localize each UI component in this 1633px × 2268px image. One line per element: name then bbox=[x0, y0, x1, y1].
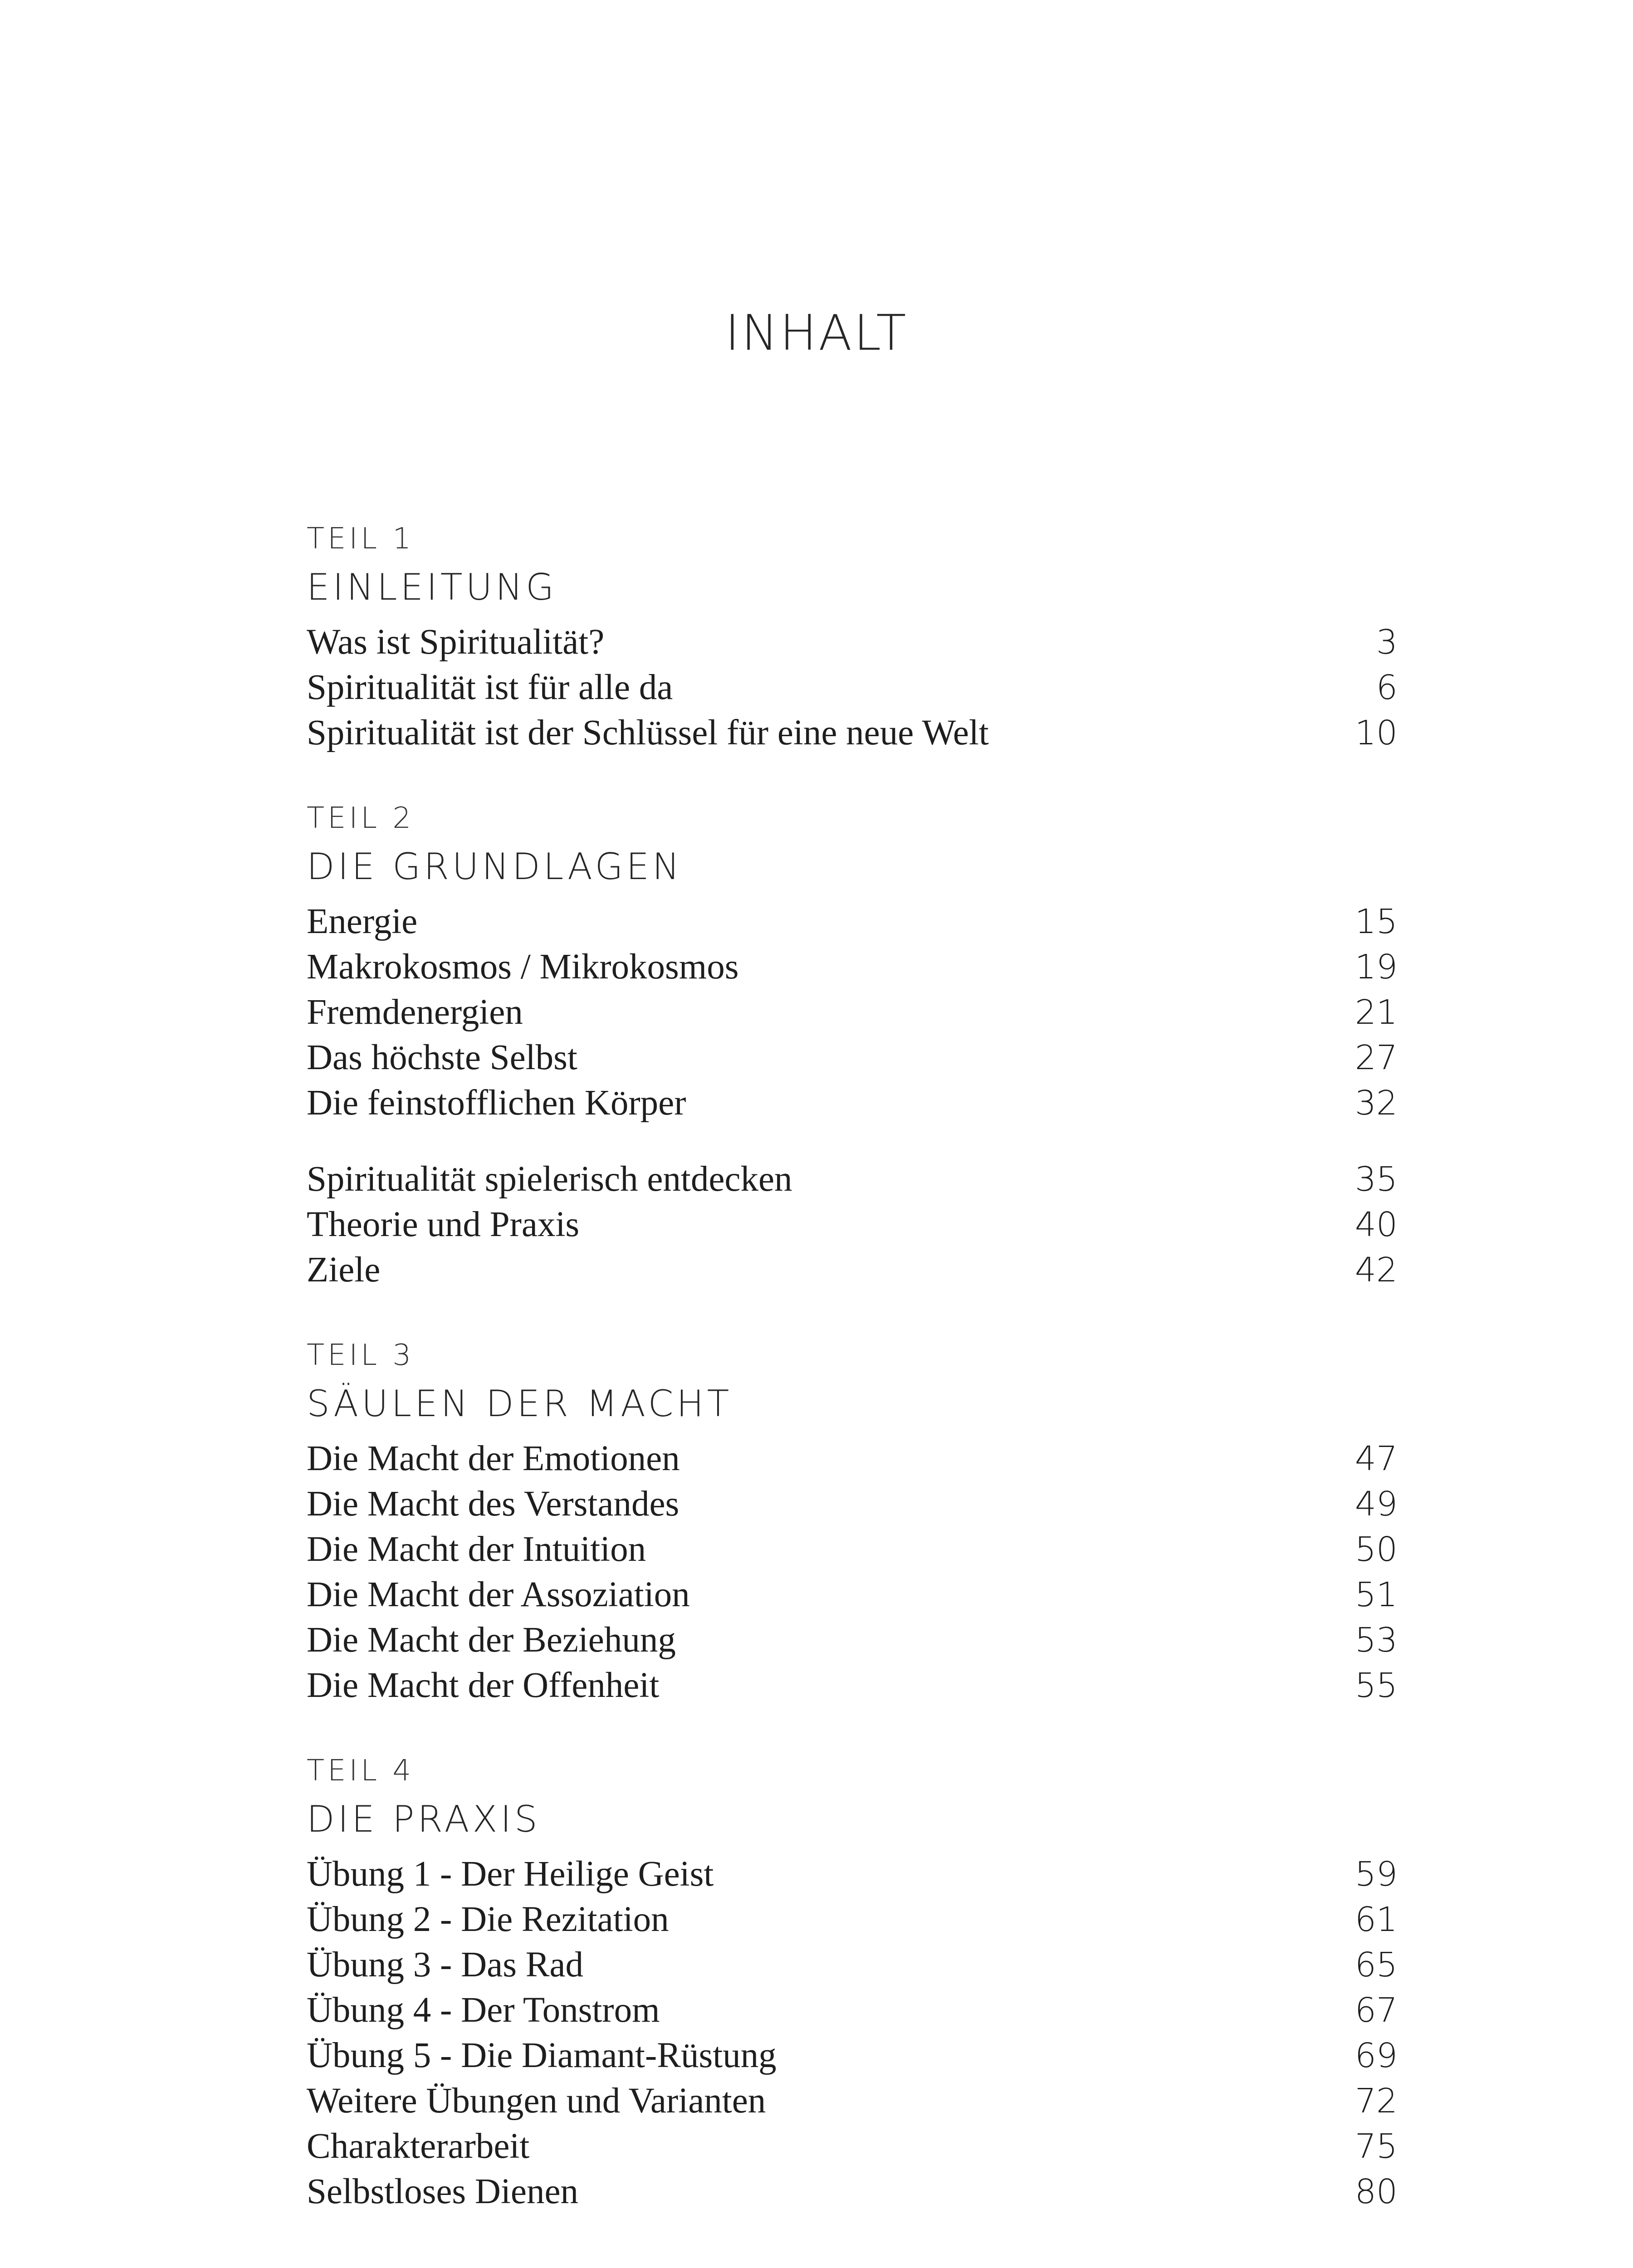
toc-section bbox=[307, 1749, 1398, 2214]
toc-entry bbox=[307, 990, 1398, 1035]
entry-page-number: 59 bbox=[1354, 1855, 1398, 1894]
entry-page-number: 75 bbox=[1354, 2127, 1398, 2166]
entry-page-number: 15 bbox=[1354, 902, 1398, 941]
entry-group bbox=[307, 1852, 1398, 2214]
toc-entry bbox=[307, 1527, 1398, 1572]
entry-page-number: 10 bbox=[1354, 714, 1398, 753]
entry-page-number: 50 bbox=[1354, 1530, 1398, 1569]
entry-title: Das höchste Selbst bbox=[307, 1038, 577, 1077]
entry-title: Die feinstofflichen Körper bbox=[307, 1083, 686, 1123]
entry-title: Übung 4 - Der Tonstrom bbox=[307, 1990, 660, 2030]
entry-title: Makrokosmos / Mikrokosmos bbox=[307, 947, 739, 987]
part-label: TEIL 4 bbox=[307, 1754, 415, 1788]
entry-title: Die Macht der Beziehung bbox=[307, 1620, 676, 1660]
entry-page-number: 55 bbox=[1354, 1666, 1398, 1705]
toc-entry bbox=[307, 1988, 1398, 2033]
entry-title: Übung 1 - Der Heilige Geist bbox=[307, 1854, 714, 1894]
entry-page-number: 49 bbox=[1354, 1485, 1398, 1524]
entry-title: Die Macht der Emotionen bbox=[307, 1439, 680, 1478]
entry-page-number: 32 bbox=[1354, 1084, 1398, 1123]
toc-entry bbox=[307, 1157, 1398, 1202]
entry-title: Fremdenergien bbox=[307, 992, 523, 1032]
toc-entry bbox=[307, 1897, 1398, 1942]
toc-entry bbox=[307, 665, 1398, 710]
entry-page-number: 42 bbox=[1354, 1251, 1398, 1290]
part-label: TEIL 2 bbox=[307, 802, 415, 835]
entry-title: Spiritualität ist für alle da bbox=[307, 668, 673, 707]
entry-page-number: 72 bbox=[1354, 2082, 1398, 2121]
entry-page-number: 40 bbox=[1354, 1205, 1398, 1244]
part-label: TEIL 1 bbox=[307, 522, 415, 556]
entry-title: Theorie und Praxis bbox=[307, 1205, 580, 1244]
toc-entry bbox=[307, 1663, 1398, 1708]
toc-entry bbox=[307, 620, 1398, 665]
section-heading: DIE GRUNDLAGEN bbox=[307, 846, 683, 888]
toc-entry bbox=[307, 1035, 1398, 1080]
entry-title: Die Macht der Intuition bbox=[307, 1530, 646, 1569]
toc-entry bbox=[307, 1942, 1398, 1988]
entry-title: Übung 3 - Das Rad bbox=[307, 1945, 583, 1984]
entry-page-number: 67 bbox=[1354, 1991, 1398, 2030]
toc-entry bbox=[307, 2169, 1398, 2214]
section-heading: DIE PRAXIS bbox=[307, 1798, 541, 1840]
toc-entry bbox=[307, 1481, 1398, 1527]
entry-page-number: 47 bbox=[1354, 1439, 1398, 1478]
toc-entry bbox=[307, 1202, 1398, 1247]
entry-page-number: 19 bbox=[1354, 948, 1398, 987]
entry-title: Die Macht der Offenheit bbox=[307, 1666, 660, 1705]
toc-entry bbox=[307, 2033, 1398, 2078]
entry-page-number: 53 bbox=[1354, 1621, 1398, 1660]
entry-title: Die Macht des Verstandes bbox=[307, 1484, 680, 1524]
toc-section bbox=[307, 797, 1398, 1293]
entry-title: Spiritualität ist der Schlüssel für eine neue Welt bbox=[307, 713, 989, 753]
entry-group bbox=[307, 620, 1398, 756]
entry-page-number: 51 bbox=[1354, 1575, 1398, 1614]
toc-entry bbox=[307, 1436, 1398, 1481]
entry-title: Weitere Übungen und Varianten bbox=[307, 2081, 766, 2121]
entry-page-number: 35 bbox=[1354, 1160, 1398, 1199]
entry-group bbox=[307, 1436, 1398, 1708]
entry-page-number: 6 bbox=[1376, 668, 1398, 707]
toc-entry bbox=[307, 899, 1398, 944]
part-label: TEIL 3 bbox=[307, 1339, 415, 1372]
toc-section bbox=[307, 1334, 1398, 1708]
section-heading: EINLEITUNG bbox=[307, 566, 557, 608]
entry-title: Energie bbox=[307, 902, 418, 941]
toc-entry bbox=[307, 1852, 1398, 1897]
toc-entry bbox=[307, 1572, 1398, 1618]
entry-title: Charakterarbeit bbox=[307, 2126, 530, 2166]
entry-title: Spiritualität spielerisch entdecken bbox=[307, 1159, 792, 1199]
entry-title: Übung 2 - Die Rezitation bbox=[307, 1900, 669, 1939]
entry-title: Was ist Spiritualität? bbox=[307, 622, 605, 662]
entry-group bbox=[307, 1157, 1398, 1293]
toc-entry bbox=[307, 2124, 1398, 2169]
entry-title: Übung 5 - Die Diamant-Rüstung bbox=[307, 2036, 777, 2075]
entry-page-number: 3 bbox=[1376, 623, 1398, 662]
table-of-contents bbox=[307, 517, 1398, 2255]
section-heading: SÄULEN DER MACHT bbox=[307, 1383, 733, 1425]
toc-entry bbox=[307, 2078, 1398, 2124]
entry-page-number: 80 bbox=[1354, 2172, 1398, 2211]
entry-page-number: 69 bbox=[1354, 2036, 1398, 2075]
toc-entry bbox=[307, 1618, 1398, 1663]
toc-entry bbox=[307, 1080, 1398, 1126]
entry-title: Ziele bbox=[307, 1250, 381, 1290]
entry-page-number: 27 bbox=[1354, 1038, 1398, 1077]
entry-title: Selbstloses Dienen bbox=[307, 2172, 579, 2211]
entry-page-number: 61 bbox=[1354, 1900, 1398, 1939]
entry-page-number: 21 bbox=[1354, 993, 1398, 1032]
page-title: INHALT bbox=[725, 305, 908, 362]
toc-section bbox=[307, 517, 1398, 756]
entry-title: Die Macht der Assoziation bbox=[307, 1575, 690, 1614]
toc-entry bbox=[307, 1247, 1398, 1293]
entry-page-number: 65 bbox=[1354, 1945, 1398, 1984]
toc-entry bbox=[307, 710, 1398, 756]
toc-entry bbox=[307, 944, 1398, 990]
entry-group bbox=[307, 899, 1398, 1126]
